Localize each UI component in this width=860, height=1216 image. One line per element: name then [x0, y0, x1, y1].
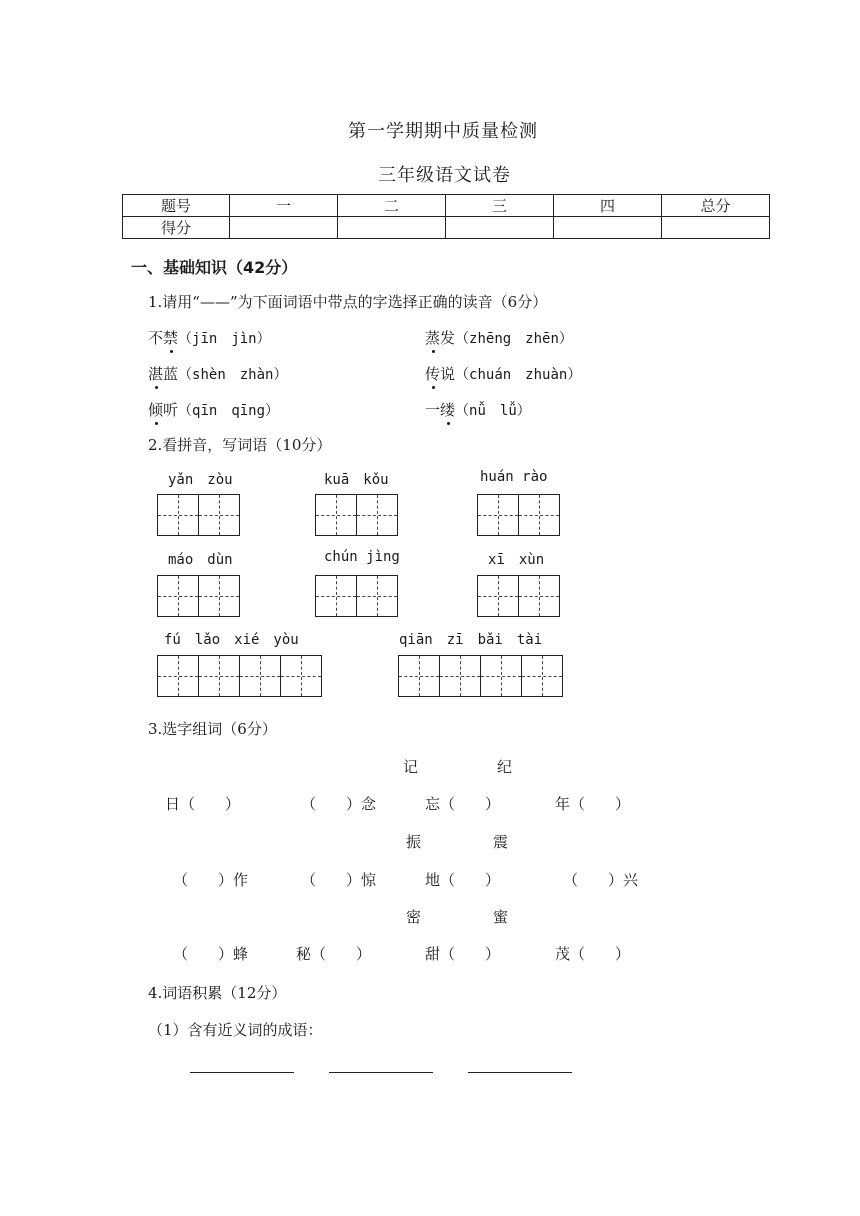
score-input-3[interactable]: [446, 217, 554, 239]
score-cell-total: 总分: [662, 195, 770, 217]
q1-item-options: （chuán zhuàn）: [455, 367, 582, 383]
fill-item[interactable]: 年（ ）: [555, 795, 631, 813]
choice-char: 记: [403, 758, 419, 776]
writing-cell[interactable]: [518, 494, 560, 536]
fill-item[interactable]: 日（ ）: [165, 795, 241, 813]
pinyin-label: qiān zī bǎi tài: [399, 632, 543, 648]
choice-char: 纪: [497, 758, 513, 776]
q1-item-dotted-char: 禁: [163, 329, 179, 347]
writing-grid[interactable]: [157, 575, 240, 617]
exam-subtitle: 三年级语文试卷: [378, 165, 511, 186]
writing-cell[interactable]: [157, 494, 199, 536]
writing-grid[interactable]: [315, 494, 398, 536]
score-cell-1: 一: [230, 195, 338, 217]
q1-item-post: 蓝: [163, 365, 179, 383]
writing-cell[interactable]: [157, 575, 199, 617]
writing-grid[interactable]: [477, 575, 560, 617]
question-2-prompt: 2.看拼音，写词语（10分）: [148, 436, 332, 454]
choice-char: 振: [406, 833, 422, 851]
section-heading: 一、基础知识（42分）: [131, 258, 298, 277]
answer-blank[interactable]: [190, 1072, 294, 1073]
fill-item[interactable]: （ ）兴: [563, 871, 639, 889]
writing-cell[interactable]: [477, 494, 519, 536]
q1-item-post: 发: [440, 329, 456, 347]
q1-item-options: （zhēng zhēn）: [455, 331, 573, 347]
q1-item-dotted-char: 缕: [440, 401, 456, 419]
q1-item[interactable]: [148, 363, 287, 384]
question-3-prompt: 3.选字组词（6分）: [148, 720, 277, 738]
pinyin-label: chún jìng: [324, 549, 400, 565]
writing-grid[interactable]: [398, 655, 563, 697]
writing-cell[interactable]: [477, 575, 519, 617]
score-input-total[interactable]: [662, 217, 770, 239]
score-cell-4: 四: [554, 195, 662, 217]
q1-item[interactable]: [148, 327, 271, 348]
fill-item[interactable]: （ ）惊: [301, 871, 377, 889]
q1-item[interactable]: [148, 399, 279, 420]
writing-cell[interactable]: [198, 575, 240, 617]
score-cell-2: 二: [338, 195, 446, 217]
q1-item[interactable]: [425, 363, 581, 384]
writing-cell[interactable]: [518, 575, 560, 617]
pinyin-label: xī xùn: [488, 552, 545, 568]
score-input-1[interactable]: [230, 217, 338, 239]
writing-cell[interactable]: [356, 494, 398, 536]
exam-title: 第一学期期中质量检测: [348, 121, 538, 142]
writing-cell[interactable]: [521, 655, 563, 697]
q1-item-options: （jīn jìn）: [178, 331, 271, 347]
writing-grid[interactable]: [157, 494, 240, 536]
fill-item[interactable]: 秘（ ）: [296, 945, 372, 963]
choice-char: 密: [406, 908, 422, 926]
answer-blank[interactable]: [468, 1072, 572, 1073]
writing-cell[interactable]: [356, 575, 398, 617]
score-row-label: 得分: [123, 217, 230, 239]
writing-cell[interactable]: [315, 494, 357, 536]
fill-item[interactable]: （ ）念: [301, 795, 377, 813]
score-input-2[interactable]: [338, 217, 446, 239]
q1-item-options: （nǚ lǚ）: [455, 403, 531, 419]
pinyin-label: fú lǎo xié yòu: [164, 632, 299, 648]
q1-item-pre: 不: [148, 329, 164, 347]
writing-cell[interactable]: [280, 655, 322, 697]
q1-item-dotted-char: 蒸: [425, 329, 441, 347]
pinyin-label: huán rào: [480, 469, 548, 485]
writing-grid[interactable]: [477, 494, 560, 536]
writing-grid[interactable]: [157, 655, 322, 697]
fill-item[interactable]: 茂（ ）: [555, 945, 631, 963]
pinyin-label: máo dùn: [168, 552, 233, 568]
q1-item-options: （shèn zhàn）: [178, 367, 288, 383]
fill-item[interactable]: （ ）作: [173, 871, 249, 889]
writing-cell[interactable]: [239, 655, 281, 697]
score-table-header-row: [123, 195, 770, 217]
question-1-prompt: 1.请用“——”为下面词语中带点的字选择正确的读音（6分）: [148, 293, 548, 311]
writing-cell[interactable]: [198, 494, 240, 536]
choice-char: 震: [493, 833, 509, 851]
writing-cell[interactable]: [198, 655, 240, 697]
q1-item-options: （qīn qīng）: [178, 403, 280, 419]
q1-item-post: 听: [163, 401, 179, 419]
writing-cell[interactable]: [315, 575, 357, 617]
score-cell-label: 题号: [123, 195, 230, 217]
answer-blank[interactable]: [329, 1072, 433, 1073]
writing-cell[interactable]: [480, 655, 522, 697]
q1-item[interactable]: [425, 327, 573, 348]
fill-item[interactable]: （ ）蜂: [173, 945, 249, 963]
writing-grid[interactable]: [315, 575, 398, 617]
pinyin-label: kuā kǒu: [324, 472, 389, 488]
fill-item[interactable]: 地（ ）: [425, 871, 501, 889]
question-4-prompt: 4.词语积累（12分）: [148, 984, 287, 1002]
q1-item-post: 说: [440, 365, 456, 383]
score-table: [122, 194, 770, 239]
score-table-score-row: [123, 217, 770, 239]
question-4-sub1: （1）含有近义词的成语：: [148, 1021, 323, 1039]
pinyin-label: yǎn zòu: [168, 472, 233, 488]
writing-cell[interactable]: [439, 655, 481, 697]
writing-cell[interactable]: [398, 655, 440, 697]
fill-item[interactable]: 忘（ ）: [425, 795, 501, 813]
writing-cell[interactable]: [157, 655, 199, 697]
q1-item-dotted-char: 湛: [148, 365, 164, 383]
score-input-4[interactable]: [554, 217, 662, 239]
q1-item-dotted-char: 倾: [148, 401, 164, 419]
fill-item[interactable]: 甜（ ）: [425, 945, 501, 963]
q1-item-dotted-char: 传: [425, 365, 441, 383]
q1-item[interactable]: [425, 399, 531, 420]
q1-item-pre: 一: [425, 401, 441, 419]
score-cell-3: 三: [446, 195, 554, 217]
choice-char: 蜜: [493, 908, 509, 926]
